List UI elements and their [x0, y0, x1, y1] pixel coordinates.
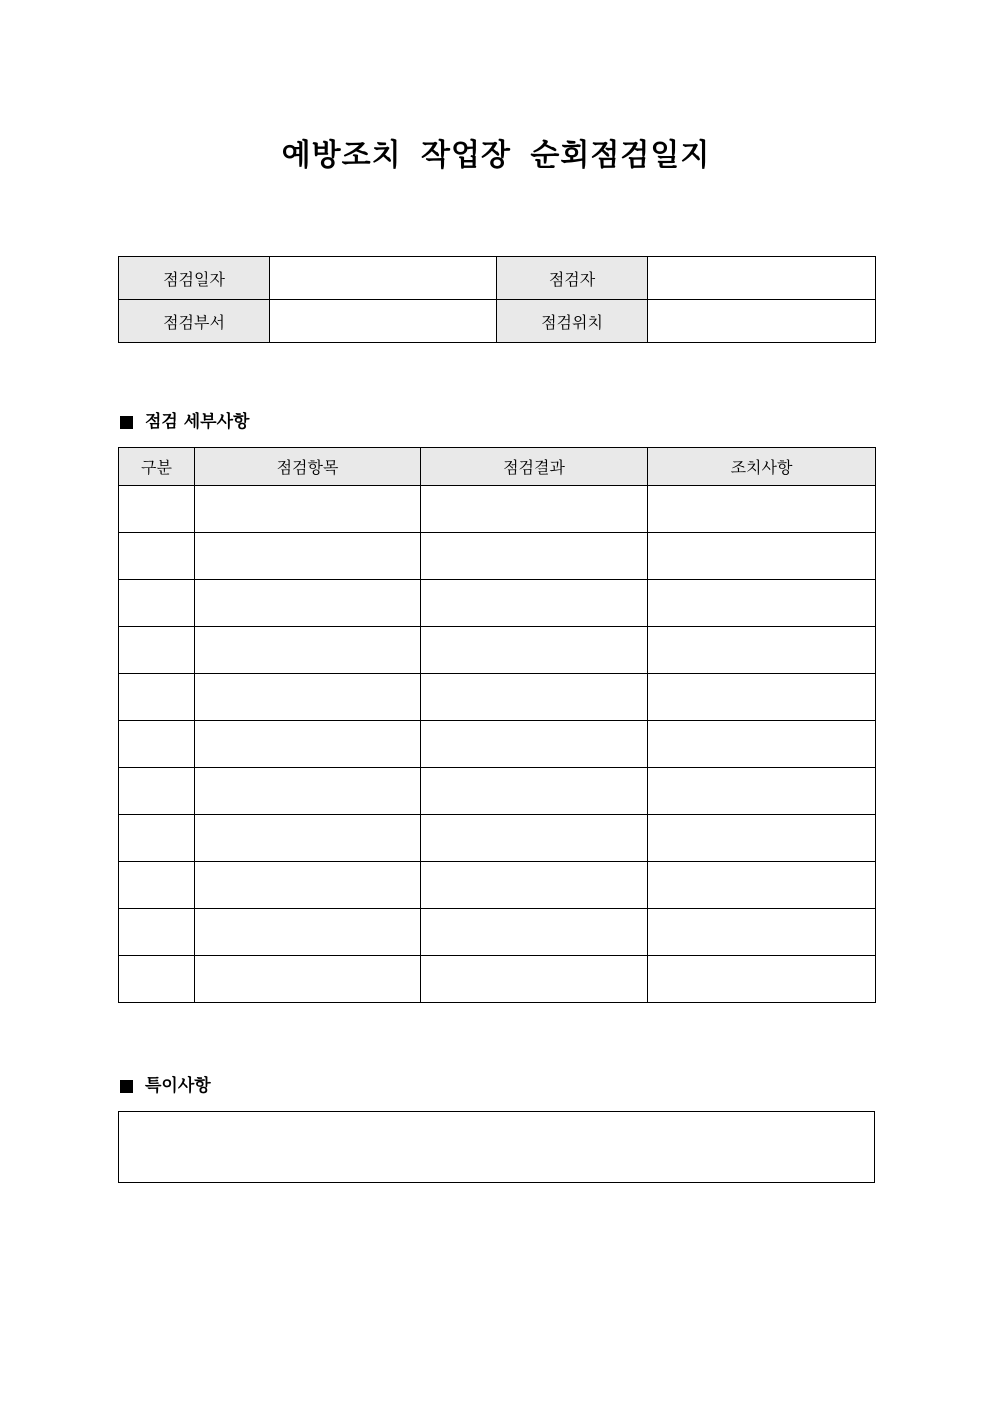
category-cell[interactable] — [119, 627, 195, 674]
inspector-field[interactable] — [648, 257, 876, 300]
category-cell[interactable] — [119, 768, 195, 815]
inspection-department-field[interactable] — [270, 300, 497, 343]
inspection-result-cell[interactable] — [421, 815, 648, 862]
inspection-item-cell[interactable] — [195, 533, 421, 580]
category-cell[interactable] — [119, 909, 195, 956]
inspection-item-cell[interactable] — [195, 721, 421, 768]
black-square-icon — [120, 416, 133, 429]
table-row — [119, 768, 876, 815]
table-row — [119, 533, 876, 580]
inspection-info-table — [118, 256, 876, 343]
category-cell[interactable] — [119, 815, 195, 862]
column-header-inspection-result: 점검결과 — [421, 448, 648, 486]
inspection-result-cell[interactable] — [421, 956, 648, 1003]
corrective-action-cell[interactable] — [648, 627, 876, 674]
column-header-category: 구분 — [119, 448, 195, 486]
inspection-result-cell[interactable] — [421, 533, 648, 580]
inspection-item-cell[interactable] — [195, 956, 421, 1003]
corrective-action-cell[interactable] — [648, 956, 876, 1003]
table-row — [119, 956, 876, 1003]
inspection-result-cell[interactable] — [421, 627, 648, 674]
remarks-heading-text: 특이사항 — [145, 1076, 211, 1096]
corrective-action-cell[interactable] — [648, 909, 876, 956]
table-row — [119, 674, 876, 721]
inspection-item-cell[interactable] — [195, 486, 421, 533]
inspection-department-label: 점검부서 — [119, 300, 270, 343]
category-cell[interactable] — [119, 533, 195, 580]
inspection-result-cell[interactable] — [421, 768, 648, 815]
corrective-action-cell[interactable] — [648, 721, 876, 768]
table-row — [119, 486, 876, 533]
inspector-label: 점검자 — [497, 257, 648, 300]
column-header-inspection-item: 점검항목 — [195, 448, 421, 486]
remarks-field[interactable] — [118, 1111, 875, 1183]
inspection-date-field[interactable] — [270, 257, 497, 300]
details-table-body — [119, 486, 876, 1003]
inspection-result-cell[interactable] — [421, 909, 648, 956]
info-row — [119, 300, 876, 343]
inspection-item-cell[interactable] — [195, 674, 421, 721]
corrective-action-cell[interactable] — [648, 768, 876, 815]
category-cell[interactable] — [119, 486, 195, 533]
corrective-action-cell[interactable] — [648, 486, 876, 533]
inspection-location-field[interactable] — [648, 300, 876, 343]
remarks-section-heading — [118, 1074, 211, 1098]
inspection-result-cell[interactable] — [421, 674, 648, 721]
document-title: 예방조치 작업장 순회점검일지 — [281, 138, 711, 173]
inspection-result-cell[interactable] — [421, 721, 648, 768]
inspection-item-cell[interactable] — [195, 815, 421, 862]
table-row — [119, 627, 876, 674]
corrective-action-cell[interactable] — [648, 533, 876, 580]
category-cell[interactable] — [119, 956, 195, 1003]
corrective-action-cell[interactable] — [648, 580, 876, 627]
category-cell[interactable] — [119, 862, 195, 909]
details-section-heading — [118, 410, 249, 434]
corrective-action-cell[interactable] — [648, 674, 876, 721]
corrective-action-cell[interactable] — [648, 815, 876, 862]
inspection-result-cell[interactable] — [421, 862, 648, 909]
info-row — [119, 257, 876, 300]
table-row — [119, 815, 876, 862]
table-row — [119, 909, 876, 956]
table-row — [119, 862, 876, 909]
inspection-result-cell[interactable] — [421, 580, 648, 627]
inspection-item-cell[interactable] — [195, 580, 421, 627]
inspection-date-label: 점검일자 — [119, 257, 270, 300]
black-square-icon — [120, 1080, 133, 1093]
corrective-action-cell[interactable] — [648, 862, 876, 909]
inspection-details-table — [118, 447, 876, 1003]
table-row — [119, 580, 876, 627]
table-row — [119, 721, 876, 768]
category-cell[interactable] — [119, 721, 195, 768]
table-header-row — [119, 448, 876, 486]
column-header-corrective-action: 조치사항 — [648, 448, 876, 486]
category-cell[interactable] — [119, 580, 195, 627]
inspection-item-cell[interactable] — [195, 627, 421, 674]
details-heading-text: 점검 세부사항 — [145, 412, 250, 432]
category-cell[interactable] — [119, 674, 195, 721]
inspection-item-cell[interactable] — [195, 909, 421, 956]
inspection-location-label: 점검위치 — [497, 300, 648, 343]
inspection-item-cell[interactable] — [195, 768, 421, 815]
inspection-item-cell[interactable] — [195, 862, 421, 909]
inspection-result-cell[interactable] — [421, 486, 648, 533]
